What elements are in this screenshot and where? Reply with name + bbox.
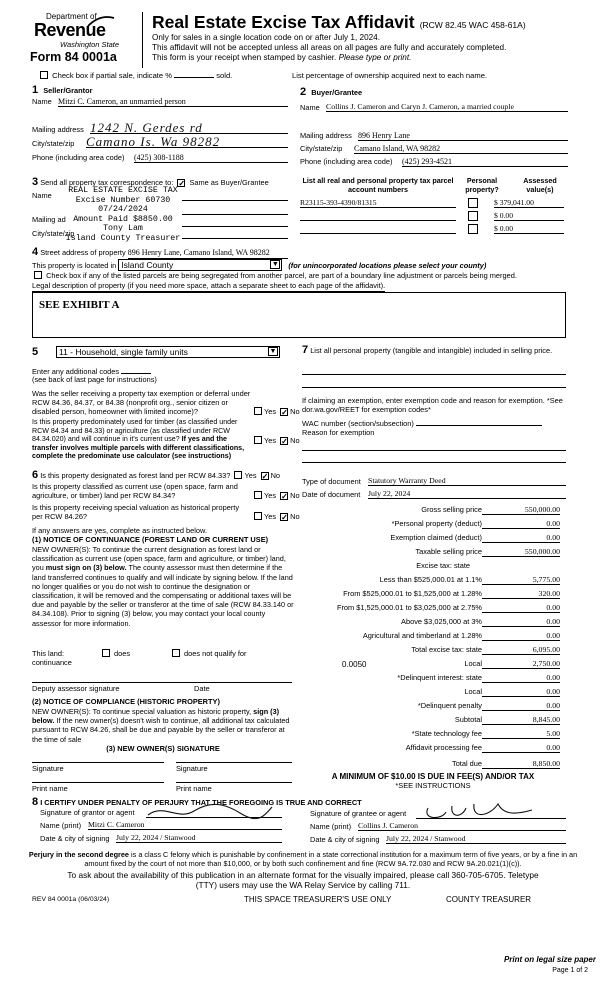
accessibility-note-2: (TTY) users may use the WA Relay Service by calling 711. (195, 880, 411, 890)
calc-value[interactable]: 5,775.00 (482, 575, 560, 585)
doc-date-row (302, 491, 566, 500)
exemption-claim-label: If claiming an exemption, enter exemption code and reason for exemption. *See dor.wa.gov/REET for exemption codes* (302, 396, 563, 414)
street-label: Street address of property (40, 248, 126, 257)
buyer-section-number: 2 (300, 86, 307, 98)
buyer-address-row (300, 132, 568, 141)
grantee-name-field[interactable]: Collins J. Cameron (358, 821, 566, 831)
buyer-name-field[interactable]: Collins J. Cameron and Caryn J. Cameron, a married couple (326, 102, 568, 112)
buyer-city-field[interactable]: Camano Island, WA 98282 (354, 144, 568, 154)
calc-value[interactable]: 2,750.00 (482, 659, 560, 669)
seller-phone-field[interactable]: (425) 308-1188 (134, 153, 288, 163)
doc-type-field[interactable]: Statutory Warranty Deed (368, 476, 566, 486)
stamp-line-3: 07/24/2024 (98, 205, 148, 215)
historic-body-b: sign (3) below. (32, 707, 280, 726)
grantee-signature-row (310, 810, 566, 819)
calc-value[interactable]: 320.00 (482, 589, 560, 599)
header-divider (142, 12, 143, 68)
calc-label: *Delinquent interest: state (397, 673, 482, 682)
grantor-date-label: Date & city of signing (40, 834, 110, 843)
current-use-question: Is this property classified as current use (open space, farm and agriculture, or timber) land per RCW 84.34? (32, 482, 238, 500)
calc-value[interactable]: 0.00 (482, 687, 560, 697)
calc-label: Above $3,025,000 at 3% (401, 617, 482, 626)
continuance-body-c: The county assessor must then determine if the land transferred continues to qualify and will indicate by signing below. If the land no longer qualifies or you do not wish to continue the designation or classification, it will be removed and the compensating or additional taxes will be due and payable by the seller or transferor at the time of sale (RCW 84.33.140 or 84.34.108). Prior to signing (3) below, you may contact your local county assessor for more information. (32, 563, 294, 628)
grantee-date-label: Date & city of signing (310, 835, 380, 844)
grantor-signature-label: Signature of grantor or agent (40, 808, 135, 817)
seller-city-field[interactable]: Camano Is. Wa 98282 (86, 134, 288, 148)
parcel-row (298, 198, 578, 210)
buyer-city-row (300, 145, 568, 154)
header-note-3 (152, 53, 411, 63)
forest-yes-checkbox[interactable] (234, 471, 242, 479)
calc-value[interactable]: 6,095.00 (482, 645, 560, 655)
agency-name: Revenue (34, 20, 106, 40)
calc-label: *Delinquent penalty (417, 701, 482, 710)
header-note-2: This affidavit will not be accepted unless all areas on all pages are fully and accurately completed. (152, 43, 507, 52)
wac-label: WAC number (section/subsection) (302, 419, 414, 428)
location-section-number: 4 (32, 246, 39, 258)
calc-row (300, 716, 566, 728)
correspondence-section (32, 176, 292, 243)
calc-row (300, 590, 566, 602)
personal-property-line-2[interactable] (302, 387, 566, 388)
seller-city-row (32, 134, 288, 149)
stamp-line-4: Amount Paid $8850.00 (73, 214, 173, 224)
calc-label: Local (464, 687, 482, 696)
grantor-name-field[interactable]: Mitzi C. Cameron (88, 820, 282, 830)
certify-text: I CERTIFY UNDER PENALTY OF PERJURY THAT THE FOREGOING IS TRUE AND CORRECT (40, 798, 362, 807)
calc-label: Exemption claimed (deduct) (390, 533, 482, 542)
timber-question (32, 418, 254, 461)
local-rate: 0.0050 (342, 660, 367, 669)
personal-property-line-1[interactable] (302, 374, 566, 375)
legal-description-text: SEE EXHIBIT A (39, 299, 120, 311)
exemption-deferral-question: Was the seller receiving a property tax exemption or deferral under RCW 84.36, 84.37, or 84.38 (nonprofit org., senior citizen or disabled person, homeowner with limited income)? (32, 389, 251, 416)
buyer-heading-row (300, 86, 362, 99)
additional-codes-field[interactable] (121, 366, 151, 374)
calc-value[interactable]: 0.00 (482, 533, 560, 543)
partial-sale-label: Check box if partial sale, indicate % (52, 71, 172, 80)
calc-value[interactable]: 0.00 (482, 673, 560, 683)
header-note-3a: This form is your receipt when stamped by cashier. (152, 53, 337, 62)
calc-label: Less than $525,000.01 at 1.1% (379, 575, 482, 584)
seller-address-label: Mailing address (32, 125, 84, 134)
corr-mailing-label: Mailing ad (32, 215, 66, 224)
does-not-option (170, 649, 246, 659)
no-label: No (290, 512, 300, 521)
form-number: Form 84 0001a (30, 50, 117, 64)
calc-label: *State technology fee (411, 729, 482, 738)
same-as-buyer-checkbox[interactable]: ✓ (178, 179, 186, 188)
does-not-qualify-checkbox[interactable] (172, 649, 180, 657)
grantor-name-row (40, 822, 290, 831)
historic-yes-checkbox[interactable] (254, 512, 262, 520)
page-number: Page 1 of 2 (552, 967, 588, 974)
grantee-name-row (310, 823, 566, 832)
county-value: Island County (121, 260, 174, 270)
timber-yes-checkbox[interactable] (254, 436, 262, 444)
calc-value[interactable]: 550,000.00 (482, 505, 560, 515)
county-select[interactable] (118, 259, 282, 271)
street-address-field[interactable]: 896 Henry Lane, Camano Island, WA 98282 (128, 248, 288, 259)
perjury-notice (22, 851, 584, 869)
timber-question-text: Is this property predominately used for timber (as classified under RCW 84.34 and 84.33) or agriculture (as classified under RCW 84.34.020) and will continue in it's current use? (32, 418, 238, 444)
calc-row (300, 688, 566, 700)
dept-line: Department of (46, 12, 97, 21)
timber-answer (252, 436, 300, 446)
reason-label: Reason for exemption (302, 428, 375, 437)
segregated-label: Check box if any of the listed parcels are being segregated from another parcel, are part of a boundary line adjustment or parcels being merged. (46, 271, 517, 280)
calc-row (300, 548, 566, 560)
parcel-table (298, 176, 578, 240)
tax-calculation (300, 506, 566, 762)
seller-name-label: Name (32, 97, 52, 106)
personal-property-row (302, 346, 566, 355)
calc-row (300, 632, 566, 644)
accessibility-note-1: To ask about the availability of this publication in an alternate format for the visually impaired, please call 360-705-6705. Teletype (67, 870, 539, 880)
buyer-phone-row (300, 158, 568, 167)
calc-row (300, 562, 566, 574)
buyer-phone-field[interactable]: (425) 293-4521 (402, 157, 568, 167)
calc-row (300, 646, 566, 658)
calc-label: Taxable selling price (415, 547, 482, 556)
signature-label-1: Signature (32, 764, 64, 773)
total-due-label: Total due (452, 759, 482, 768)
calc-label: Affidavit processing fee (405, 743, 482, 752)
seller-section (32, 84, 288, 168)
corr-city-label: City/state/zip (32, 229, 75, 238)
historic-heading: (2) NOTICE OF COMPLIANCE (HISTORIC PROPERTY) (32, 697, 220, 706)
partial-sale-checkbox[interactable] (40, 71, 48, 79)
grantee-signature-label: Signature of grantee or agent (310, 809, 407, 818)
buyer-city-label: City/state/zip (300, 144, 343, 153)
no-label: No (270, 471, 281, 480)
calc-label: *Personal property (deduct) (391, 519, 482, 528)
county-row (32, 259, 486, 271)
calc-value[interactable]: 550,000.00 (482, 547, 560, 557)
forest-land-question: Is this property designated as forest land per RCW 84.33? (40, 471, 231, 480)
segregated-checkbox[interactable] (34, 271, 42, 279)
parcel-number-field[interactable] (300, 211, 456, 221)
total-due-value[interactable]: 8,850.00 (482, 759, 560, 769)
buyer-address-field[interactable]: 896 Henry Lane (358, 131, 568, 141)
minimum-due-note: A MINIMUM OF $10.00 IS DUE IN FEE(S) AND/OR TAX (331, 772, 535, 781)
new-owner-signature-line-1[interactable] (32, 762, 164, 763)
chevron-down-icon: ▼ (271, 261, 279, 268)
corr-city-line[interactable] (182, 238, 288, 239)
assessed-value-field[interactable]: $ 0.00 (494, 211, 564, 221)
legal-description-box[interactable] (32, 292, 566, 338)
seller-section-number: 1 (32, 84, 39, 96)
treasurer-use-label: THIS SPACE TREASURER'S USE ONLY (244, 895, 392, 904)
current-use-answer (252, 491, 300, 501)
see-instructions-note: *SEE INSTRUCTIONS (395, 781, 471, 790)
grantee-date-field[interactable]: July 22, 2024 / Stanwood (386, 834, 566, 844)
header-note-1: Only for sales in a single location code on or after July 1, 2024. (152, 33, 381, 42)
total-due-row (300, 760, 566, 772)
forest-land-question-row (32, 469, 280, 482)
reason-line-1[interactable] (302, 450, 566, 451)
doc-type-row (302, 478, 566, 487)
calc-row (300, 674, 566, 686)
seller-address-field[interactable]: 1242 N. Gerdes rd (90, 120, 288, 134)
historic-body-a: NEW OWNER(S): To continue special valuation as historic property, (32, 707, 252, 716)
county-treasurer-label: COUNTY TREASURER (446, 895, 532, 904)
no-label: No (290, 407, 300, 416)
corr-name-line-2[interactable] (182, 214, 288, 215)
calc-label: From $525,000.01 to $1,525,000 at 1.28% (343, 589, 482, 598)
timber-no-checkbox[interactable]: ✓ (281, 437, 288, 446)
does-label: does (114, 649, 131, 658)
exemption-no-checkbox[interactable]: ✓ (281, 408, 288, 417)
seller-phone-row (32, 154, 288, 163)
buyer-phone-label: Phone (including area code) (300, 157, 393, 166)
current-use-yes-checkbox[interactable] (254, 491, 262, 499)
parcel-col-header-2: Personal property? (465, 176, 499, 194)
new-owner-print-line-1[interactable] (32, 782, 164, 783)
calc-row (300, 520, 566, 532)
exemption-yes-checkbox[interactable] (254, 407, 262, 415)
parcel-col-header-1: List all real and personal property tax parcel account numbers (302, 176, 454, 194)
seller-name-row (32, 98, 288, 107)
historic-no-checkbox[interactable]: ✓ (281, 513, 288, 522)
perjury-bold: Perjury in the second degree (28, 850, 129, 859)
calc-label: Gross selling price (421, 505, 482, 514)
seller-heading: Seller/Grantor (43, 86, 93, 95)
stamp-line-6: Island County Treasurer (65, 233, 181, 243)
legal-desc-label: Legal description of property (if you need more space, attach a separate sheet to each page of the affidavit). (32, 281, 386, 290)
this-land-label: This land: (32, 649, 65, 658)
form-title-ref: (RCW 82.45 WAC 458-61A) (419, 20, 526, 30)
ownership-note: List percentage of ownership acquired next to each name. (292, 71, 488, 80)
parcel-col-header-3: Assessed value(s) (523, 176, 557, 194)
continuance-label: continuance (32, 658, 72, 667)
same-as-buyer-label: Same as Buyer/Grantee (189, 178, 269, 187)
personal-property-checkbox[interactable] (468, 211, 478, 221)
current-use-no-checkbox[interactable]: ✓ (281, 492, 288, 501)
segregated-row (32, 271, 517, 281)
logo-swoosh-icon (86, 14, 116, 28)
county-note: (for unincorporated locations please select your county) (288, 261, 487, 270)
section5-number: 5 (32, 346, 39, 358)
parcel-row (298, 224, 578, 236)
grantor-date-field[interactable]: July 22, 2024 / Stanwood (116, 833, 282, 843)
parcel-number-field[interactable]: R23115-393-4390/81315 (300, 198, 456, 208)
exemption-deferral-answer (252, 407, 300, 417)
grantor-name-label: Name (print) (40, 821, 82, 830)
parcel-row (298, 211, 578, 223)
historic-body (32, 707, 294, 744)
section7-number: 7 (302, 344, 309, 356)
new-owner-signature-heading: (3) NEW OWNER(S) SIGNATURE (106, 744, 220, 753)
personal-property-checkbox[interactable] (468, 224, 478, 234)
doc-date-label: Date of document (302, 490, 361, 499)
forest-no-checkbox[interactable]: ✓ (261, 472, 269, 481)
assessed-value-field[interactable]: $ 379,041.00 (494, 198, 564, 208)
historic-question: Is this property receiving special valuation as historical property per RCW 84.26? (32, 503, 240, 521)
continuance-body-b: must sign on (3) below. (45, 563, 127, 573)
grantee-name-label: Name (print) (310, 822, 352, 831)
calc-row (300, 618, 566, 630)
does-not-label: does not qualify for (184, 649, 247, 658)
correspondence-label: Send all property tax correspondence to: (40, 178, 174, 187)
calc-value[interactable]: 0.00 (482, 701, 560, 711)
seller-city-label: City/state/zip (32, 139, 75, 148)
calc-value[interactable]: 0.00 (482, 603, 560, 613)
revision-label: REV 84 0001a (06/03/24) (32, 896, 110, 903)
reason-line-2[interactable] (302, 462, 566, 463)
historic-body-c: If the new owner(s) doesn't wish to continue, all additional tax calculated pursuant to RCW 84.26, shall be due and payable by the seller or transferor at the time of sale (32, 716, 290, 744)
calc-label: Subtotal (454, 715, 482, 724)
location-street-row (32, 246, 572, 259)
calc-row (300, 506, 566, 518)
doc-date-field[interactable]: July 22, 2024 (368, 489, 566, 499)
perjury-text: is a class C felony which is punishable by confinement in a state correctional institution for a maximum term of five years, or by a fine in an amount fixed by the court of not more than $10,000, or by both such confinement and fine (RCW 9A.72.030 and RCW 9A.20.021(1)(c)). (84, 850, 578, 868)
partial-sale-row (38, 70, 232, 80)
signature-label-2: Signature (176, 764, 208, 773)
additional-codes-note: (see back of last page for instructions) (32, 375, 157, 384)
no-label: No (290, 491, 300, 500)
timber-question-bold: If yes and the transfer involves multiple parcels with different classifications, complete the predominate use calculator (see instructions) (32, 435, 245, 461)
parcel-number-field[interactable] (300, 224, 456, 234)
treasurer-stamp (58, 186, 188, 244)
calc-row (300, 604, 566, 616)
correspondence-section-number: 3 (32, 176, 39, 188)
section8-number: 8 (32, 796, 39, 808)
grantor-signature-row (40, 809, 290, 818)
yes-label: Yes (264, 407, 277, 416)
assessed-value-field[interactable]: $ 0.00 (494, 224, 564, 234)
seller-heading-row (32, 84, 92, 97)
yes-label: Yes (264, 512, 277, 521)
if-yes-note: If any answers are yes, complete as instructed below. (32, 526, 207, 535)
partial-sale-percent-field[interactable] (174, 70, 214, 78)
new-owner-print-line-2[interactable] (176, 782, 292, 783)
calc-value[interactable]: 5.00 (482, 729, 560, 739)
does-qualify-checkbox[interactable] (102, 649, 110, 657)
print-name-label-1: Print name (32, 784, 68, 793)
corr-name-line[interactable] (182, 200, 288, 201)
continuance-body (32, 545, 294, 628)
buyer-name-label: Name (300, 103, 320, 112)
calc-value[interactable]: 0.00 (482, 617, 560, 627)
stamp-line-5: Tony Lam (103, 224, 143, 234)
stamp-line-2: Excise Number 60730 (75, 195, 171, 205)
calc-value[interactable]: 0.00 (482, 519, 560, 529)
calc-row (300, 702, 566, 714)
additional-codes-text: Enter any additional codes (32, 367, 120, 376)
form-title-block (152, 12, 592, 33)
header-note-3b: Please type or print. (338, 53, 412, 62)
doc-type-label: Type of document (302, 477, 361, 486)
historic-answer (252, 512, 300, 522)
chevron-down-icon: ▼ (269, 348, 277, 355)
deputy-signature-line[interactable] (32, 682, 292, 683)
no-label: No (290, 436, 300, 445)
buyer-address-label: Mailing address (300, 131, 352, 140)
calc-label: Local (464, 659, 482, 668)
county-label: This property is located in (32, 261, 117, 270)
seller-name-field[interactable]: Mitzi C. Cameron, an unmarried person (58, 97, 288, 107)
continuance-heading: (1) NOTICE OF CONTINUANCE (FOREST LAND OR CURRENT USE) (32, 535, 269, 544)
buyer-heading: Buyer/Grantee (311, 88, 363, 97)
calc-row (300, 660, 566, 672)
reason-row (302, 429, 374, 438)
calc-row (300, 534, 566, 546)
calc-value[interactable]: 8,845.00 (482, 715, 560, 725)
print-legal-note: Print on legal size paper (503, 955, 596, 964)
stamp-line-1: REAL ESTATE EXCISE TAX (68, 186, 178, 195)
calc-label: From $1,525,000.01 to $3,025,000 at 2.75% (336, 603, 482, 612)
calc-row (300, 744, 566, 756)
calc-value[interactable]: 0.00 (482, 631, 560, 641)
yes-label: Yes (264, 491, 277, 500)
deputy-date-label: Date (194, 684, 210, 693)
partial-sale-sold: sold. (216, 71, 233, 80)
calc-value[interactable]: 0.00 (482, 743, 560, 753)
yes-label: Yes (264, 436, 277, 445)
form-title: Real Estate Excise Tax Affidavit (152, 12, 415, 32)
continuance-body-a: NEW OWNER(S): To continue the current designation as forest land or classification as current use (open space, farm and agriculture, or timber) land, you (32, 545, 286, 573)
section6-number: 6 (32, 469, 39, 481)
use-code-value: 11 - Household, single family units (59, 347, 188, 357)
calc-row (300, 730, 566, 742)
seller-phone-label: Phone (including area code) (32, 153, 125, 162)
buyer-section (300, 86, 568, 170)
calc-label: Excise tax: state (416, 561, 470, 570)
deputy-signature-label: Deputy assessor signature (32, 684, 120, 693)
personal-property-checkbox[interactable] (468, 198, 478, 208)
yes-label: Yes (244, 471, 257, 480)
wac-field[interactable] (416, 418, 542, 426)
corr-mailing-line[interactable] (182, 226, 288, 227)
calc-label: Agricultural and timberland at 1.28% (362, 631, 482, 640)
grantee-date-row (310, 836, 566, 845)
buyer-name-row (300, 104, 568, 113)
print-name-label-2: Print name (176, 784, 212, 793)
calc-row (300, 576, 566, 588)
use-code-select[interactable] (56, 346, 280, 358)
calc-label: Total excise tax: state (411, 645, 482, 654)
corr-name-label: Name (32, 191, 52, 200)
new-owner-signature-line-2[interactable] (176, 762, 292, 763)
state-name: Washington State (60, 40, 120, 49)
personal-property-label: List all personal property (tangible and intangible) included in selling price. (310, 346, 553, 355)
does-option (100, 649, 130, 659)
grantor-date-row (40, 835, 290, 844)
